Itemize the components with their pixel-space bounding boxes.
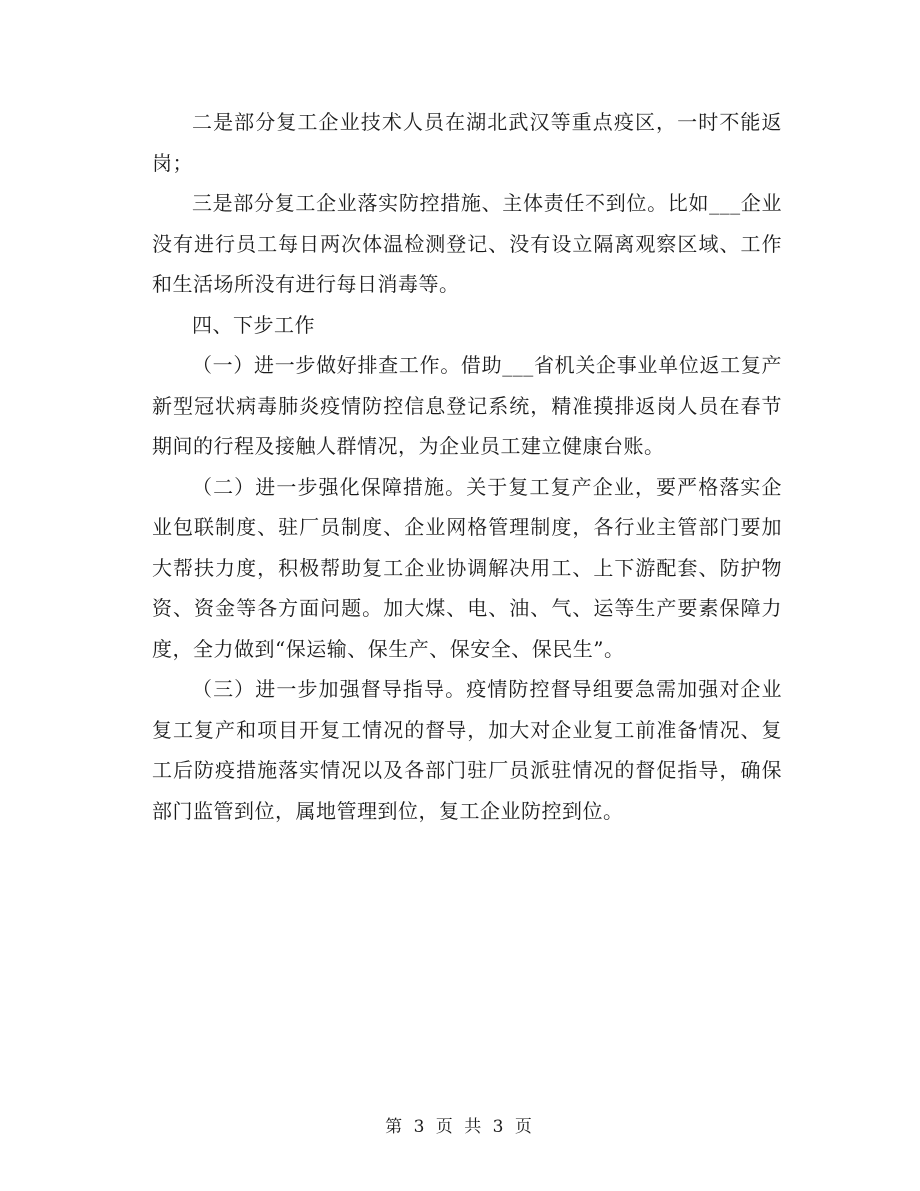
paragraph-step-3: （三）进一步加强督导指导。疫情防控督导组要急需加强对企业复工复产和项目开复工情况的督导，加大对企业复工前准备情况、复工后防疫措施落实情况以及各部门驻厂员派驻情况的督促指导，确保部门监管到位，属地管理到位，复工企业防控到位。	[152, 677, 782, 823]
document-body	[152, 102, 782, 831]
section-heading-next-steps: 四、下步工作	[192, 312, 315, 337]
paragraph-item-2: 二是部分复工企业技术人员在湖北武汉等重点疫区，一时不能返岗；	[152, 110, 782, 175]
page-number-footer: 第 3 页 共 3 页	[385, 1117, 535, 1137]
paragraph-step-1: （一）进一步做好排查工作。借助___省机关企事业单位返工复产新型冠状病毒肺炎疫情防控信息登记系统，精准摸排返岗人员在春节期间的行程及接触人群情况，为企业员工建立健康台账。	[152, 353, 782, 458]
paragraph-item-3: 三是部分复工企业落实防控措施、主体责任不到位。比如___企业没有进行员工每日两次体温检测登记、没有设立隔离观察区域、工作和生活场所没有进行每日消毒等。	[152, 191, 782, 296]
paragraph-step-2: （二）进一步强化保障措施。关于复工复产企业，要严格落实企业包联制度、驻厂员制度、企业网格管理制度，各行业主管部门要加大帮扶力度，积极帮助复工企业协调解决用工、上下游配套、防护物资、资金等各方面问题。加大煤、电、油、气、运等生产要素保障力度，全力做到“保运输、保生产、保安全、保民生”。	[152, 474, 782, 661]
